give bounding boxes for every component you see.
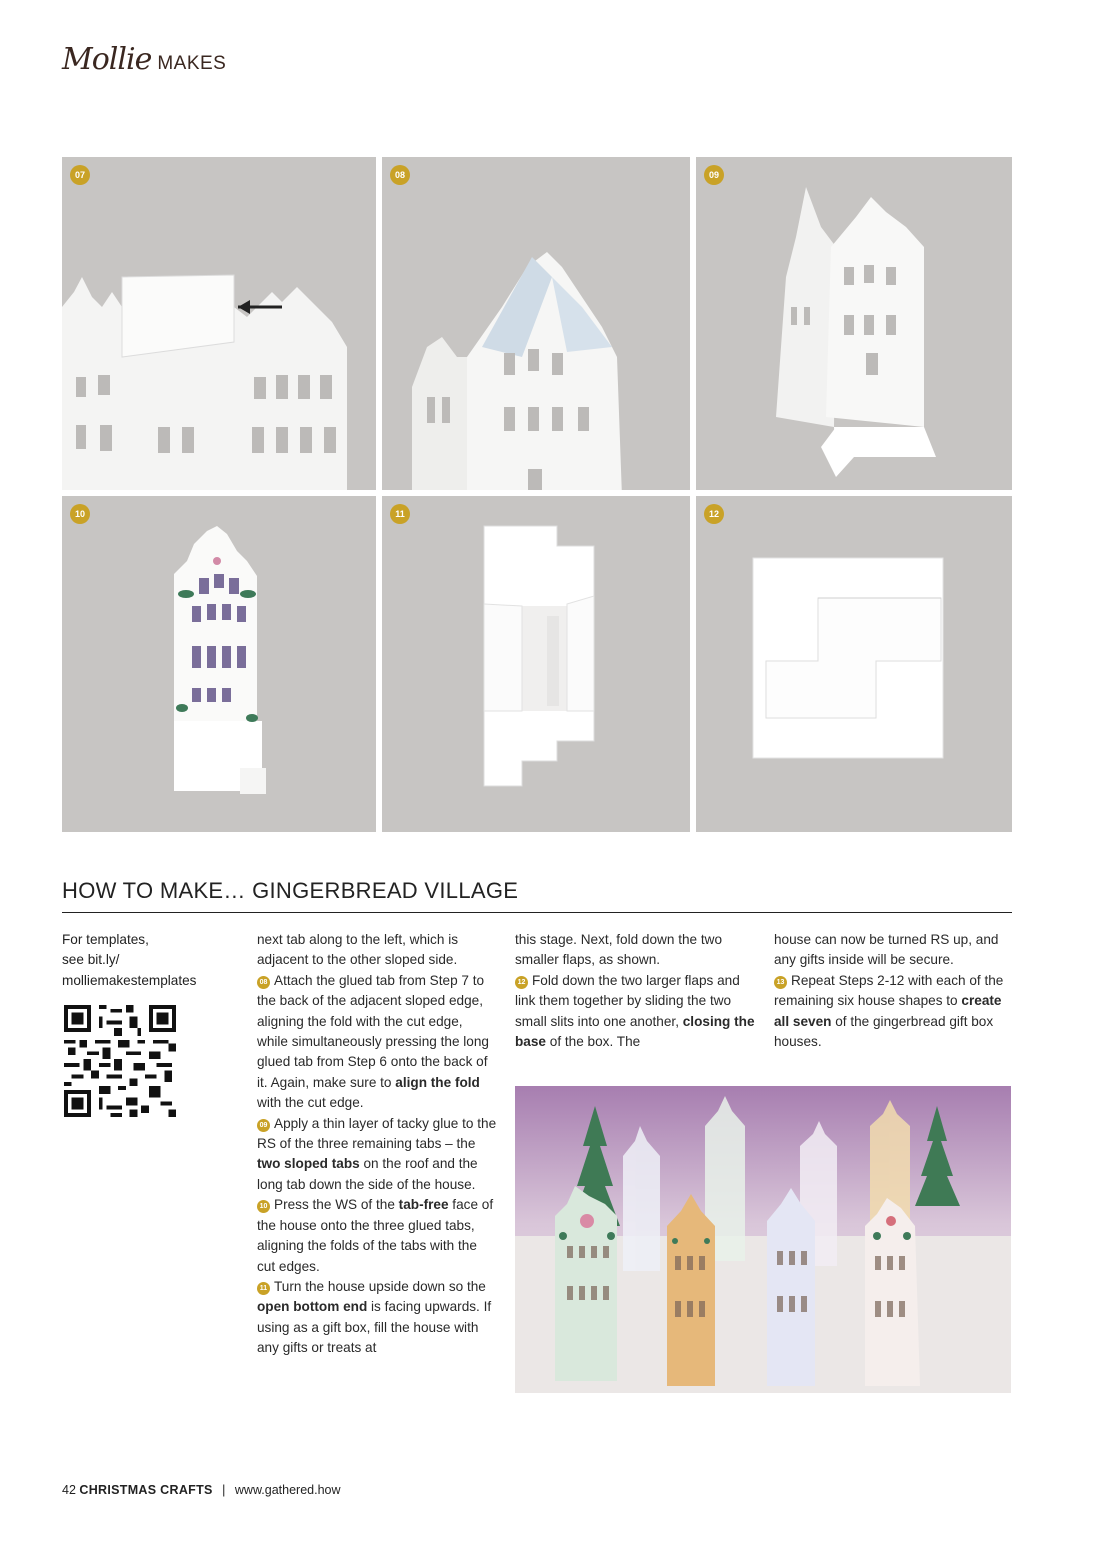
step-photo-08 <box>382 157 690 490</box>
body-text: Turn the house upside down so the <box>274 1278 486 1294</box>
step-photo-09 <box>696 157 1012 490</box>
gingerbread-village-illustration <box>515 1086 1011 1393</box>
step-badge: 11 <box>390 504 410 524</box>
section-divider <box>62 912 1012 913</box>
body-text: Apply a thin layer of tacky glue to the RS of the three remaining tabs – the <box>257 1115 497 1152</box>
masthead <box>62 42 226 77</box>
body-text: with the cut edge. <box>257 1095 364 1111</box>
body-text: of the gingerbread gift box houses. <box>774 1013 994 1050</box>
templates-line: see bit.ly/ <box>62 952 120 968</box>
step-number-badge: 08 <box>257 976 270 989</box>
step-badge: 08 <box>390 165 410 185</box>
step-badge: 10 <box>70 504 90 524</box>
step-number-badge: 12 <box>515 976 528 989</box>
body-text: Fold down the two larger flaps and link them together by sliding the two small slits into one another, <box>515 972 740 1029</box>
body-text: of the box. The <box>545 1034 641 1050</box>
body-text: house can now be turned RS up, and any gifts inside will be secure. <box>774 932 999 968</box>
step-photo-12 <box>696 496 1012 832</box>
instructions-column-2 <box>515 930 755 1052</box>
footer-section: CHRISTMAS CRAFTS <box>79 1483 213 1497</box>
step-badge: 09 <box>704 165 724 185</box>
bold-text: create all seven <box>774 993 1002 1029</box>
body-text: Attach the glued tab from Step 7 to the back of the adjacent sloped edge, aligning the fold with the cut edge, while simultaneously pressing the long glued tab from Step 6 onto the back of it. Again, make sure to <box>257 972 489 1090</box>
step-badge: 07 <box>70 165 90 185</box>
brand-logo-caps: MAKES <box>157 53 227 74</box>
page-number: 42 <box>62 1483 76 1497</box>
finished-village-photo <box>515 1086 1011 1393</box>
step-number-badge: 11 <box>257 1282 270 1295</box>
house-roof-illustration <box>382 157 690 490</box>
step-photo-07 <box>62 157 376 490</box>
bold-text: align the fold <box>395 1074 480 1090</box>
body-text: face of the house onto the three glued tabs, aligning the folds of the tabs with the cut edges. <box>257 1197 494 1274</box>
instructions-column-1 <box>257 930 497 1359</box>
house-decorated-illustration <box>62 496 376 832</box>
house-side-illustration <box>696 157 1012 490</box>
page-footer <box>62 1483 341 1497</box>
step-number-badge: 13 <box>774 976 787 989</box>
house-fold-illustration <box>62 157 376 490</box>
templates-note <box>62 930 232 991</box>
step-number-badge: 09 <box>257 1119 270 1132</box>
step-number-badge: 10 <box>257 1200 270 1213</box>
qr-code-icon[interactable] <box>62 1005 178 1117</box>
bold-text: tab-free <box>398 1197 449 1213</box>
templates-line: For templates, <box>62 932 149 947</box>
footer-url[interactable]: www.gathered.how <box>234 1483 341 1497</box>
body-text: this stage. Next, fold down the two smaller flaps, as shown. <box>515 932 723 968</box>
body-text: Repeat Steps 2-12 with each of the remaining six house shapes to <box>774 972 1004 1009</box>
bold-text: open bottom end <box>257 1299 368 1315</box>
open-base-illustration <box>382 496 690 832</box>
section-title: HOW TO MAKE… GINGERBREAD VILLAGE <box>62 878 519 903</box>
templates-link[interactable]: molliemakestemplates <box>62 972 197 988</box>
body-text: is facing upwards. If using as a gift box, fill the house with any gifts or treats at <box>257 1299 492 1356</box>
step-photo-11 <box>382 496 690 832</box>
bold-text: closing the base <box>515 1013 755 1050</box>
step-photo-10 <box>62 496 376 832</box>
body-text: next tab along to the left, which is adjacent to the other sloped side. <box>257 932 459 968</box>
body-text: on the roof and the long tab down the side of the house. <box>257 1156 478 1192</box>
instructions-column-3 <box>774 930 1012 1052</box>
brand-logo-script: Mollie <box>62 42 152 77</box>
bold-text: two sloped tabs <box>257 1156 360 1172</box>
footer-separator: | <box>222 1483 226 1497</box>
step-badge: 12 <box>704 504 724 524</box>
body-text: Press the WS of the <box>274 1197 399 1213</box>
closed-base-illustration <box>696 496 1012 832</box>
